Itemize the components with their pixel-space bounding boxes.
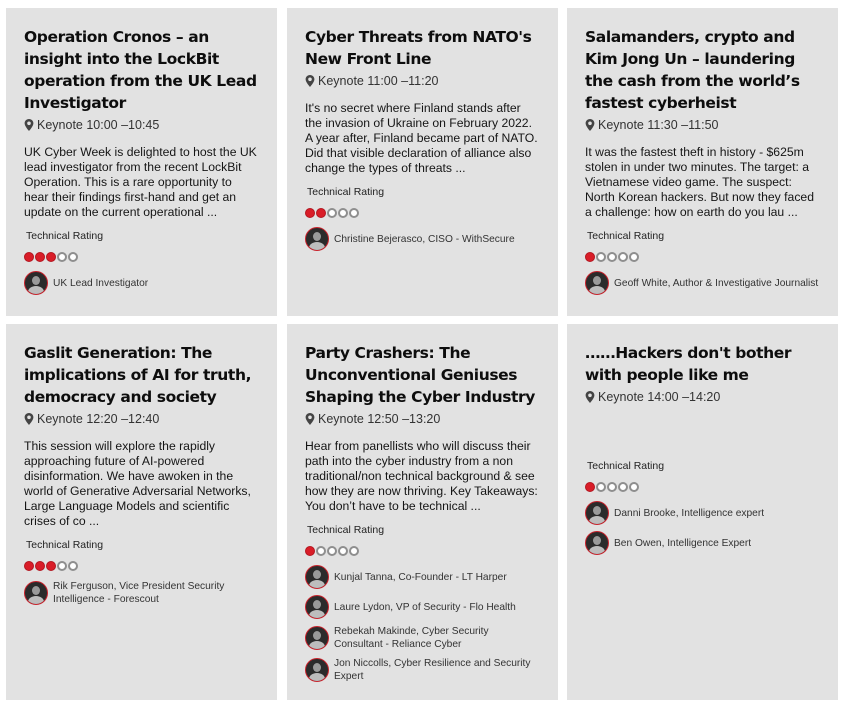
technical-rating-label: Technical Rating	[307, 524, 385, 536]
speaker-name: Ben Owen, Intelligence Expert	[614, 537, 752, 549]
rating-dot-empty	[316, 546, 326, 556]
session-title[interactable]: ……Hackers don't bother with people like me	[585, 344, 792, 384]
session-description: UK Cyber Week is delighted to host the UK lead investigator from the recent LockBit Operation. This is a rare opportunity to hear their findings first-hand and get an update on the current operational ...	[24, 145, 257, 219]
technical-rating-label: Technical Rating	[26, 230, 104, 242]
rating-dot-filled	[305, 546, 315, 556]
session-card[interactable]	[567, 8, 838, 316]
technical-rating-label: Technical Rating	[587, 230, 665, 242]
rating-dot-empty	[618, 252, 628, 262]
session-time	[305, 74, 540, 88]
rating-dot-empty	[57, 252, 67, 262]
session-time	[305, 412, 540, 426]
speaker[interactable]	[585, 531, 820, 555]
avatar	[24, 271, 48, 295]
speaker-name: Kunjal Tanna, Co-Founder - LT Harper	[334, 571, 507, 583]
rating-dot-empty	[607, 482, 617, 492]
rating-dot-empty	[68, 252, 78, 262]
rating-dot-empty	[327, 208, 337, 218]
technical-rating	[305, 546, 540, 556]
rating-dot-filled	[316, 208, 326, 218]
rating-dot-filled	[305, 208, 315, 218]
rating-dot-empty	[327, 546, 337, 556]
session-description: It was the fastest theft in history - $625m stolen in under two minutes. The target: a Vietnamese video game. The suspect: North Korean hackers. But now they faced a challenge: how on earth do you lau ...	[585, 145, 814, 219]
rating-dot-empty	[629, 252, 639, 262]
speaker-name: Geoff White, Author & Investigative Journalist	[614, 277, 819, 289]
rating-dot-empty	[349, 546, 359, 556]
rating-dot-filled	[35, 561, 45, 571]
session-card[interactable]	[567, 324, 838, 700]
avatar	[585, 531, 609, 555]
avatar	[305, 658, 329, 682]
session-time-text: Keynote 12:50 –13:20	[318, 412, 441, 426]
rating-dot-empty	[338, 546, 348, 556]
map-pin-icon	[585, 391, 595, 403]
session-description: This session will explore the rapidly approaching future of AI-powered disinformation. We have awoken in the world of Generative Adversarial Networks, Large Language Models and scientific crises of co ...	[24, 439, 251, 528]
technical-rating-label: Technical Rating	[307, 186, 385, 198]
avatar	[24, 581, 48, 605]
session-title[interactable]: Operation Cronos – an insight into the LockBit operation from the UK Lead Investigator	[24, 28, 257, 112]
rating-dot-empty	[618, 482, 628, 492]
speaker-name: Danni Brooke, Intelligence expert	[614, 507, 765, 519]
session-time-text: Keynote 11:00 –11:20	[318, 74, 439, 88]
rating-dot-empty	[596, 252, 606, 262]
session-description: It's no secret where Finland stands after the invasion of Ukraine on February 2022. A year after, Finland became part of NATO. Did that visible declaration of alliance also change the types of threats ...	[305, 101, 538, 175]
session-title[interactable]: Cyber Threats from NATO's New Front Line	[305, 28, 532, 68]
rating-dot-empty	[57, 561, 67, 571]
session-time	[585, 390, 820, 404]
rating-dot-empty	[338, 208, 348, 218]
map-pin-icon	[305, 75, 315, 87]
speaker[interactable]	[24, 580, 259, 606]
rating-dot-filled	[24, 561, 34, 571]
session-time	[24, 412, 259, 426]
technical-rating	[585, 482, 820, 492]
map-pin-icon	[24, 119, 34, 131]
rating-dot-filled	[585, 252, 595, 262]
technical-rating	[24, 252, 259, 262]
speaker[interactable]	[305, 227, 540, 251]
speaker-name: Jon Niccolls, Cyber Resilience and Security Expert	[334, 658, 531, 682]
technical-rating-label: Technical Rating	[587, 460, 665, 472]
session-description: Hear from panellists who will discuss their path into the cyber industry from a non traditional/non technical background & see how they are now thriving. Key Takeaways: You don’t have to be technical ...	[305, 439, 538, 513]
speaker-name: Laure Lydon, VP of Security - Flo Health	[334, 601, 516, 613]
session-card[interactable]	[6, 324, 277, 700]
avatar	[305, 626, 329, 650]
session-time-text: Keynote 10:00 –10:45	[37, 118, 160, 132]
speaker[interactable]	[585, 501, 820, 525]
rating-dot-empty	[349, 208, 359, 218]
avatar	[305, 227, 329, 251]
session-title[interactable]: Gaslit Generation: The implications of AI for truth, democracy and society	[24, 344, 252, 406]
technical-rating	[585, 252, 820, 262]
speaker[interactable]	[305, 595, 540, 619]
session-card[interactable]	[287, 324, 558, 700]
speaker[interactable]	[305, 625, 540, 651]
speaker[interactable]	[305, 657, 540, 683]
session-time	[585, 118, 820, 132]
speaker-name: UK Lead Investigator	[53, 277, 149, 289]
technical-rating	[305, 208, 540, 218]
speaker[interactable]	[305, 565, 540, 589]
avatar	[585, 501, 609, 525]
rating-dot-filled	[35, 252, 45, 262]
speaker[interactable]	[24, 271, 259, 295]
rating-dot-filled	[24, 252, 34, 262]
rating-dot-filled	[46, 252, 56, 262]
map-pin-icon	[585, 119, 595, 131]
session-time-text: Keynote 14:00 –14:20	[598, 390, 721, 404]
rating-dot-filled	[585, 482, 595, 492]
rating-dot-empty	[596, 482, 606, 492]
map-pin-icon	[305, 413, 315, 425]
session-card[interactable]	[287, 8, 558, 316]
technical-rating	[24, 561, 259, 571]
speaker-name: Rik Ferguson, Vice President Security Intelligence - Forescout	[53, 581, 225, 605]
session-time	[24, 118, 259, 132]
session-description	[585, 417, 820, 450]
map-pin-icon	[24, 413, 34, 425]
speaker-name: Christine Bejerasco, CISO - WithSecure	[334, 233, 515, 245]
rating-dot-empty	[629, 482, 639, 492]
session-title[interactable]: Party Crashers: The Unconventional Geniuses Shaping the Cyber Industry	[305, 344, 535, 406]
speaker-name: Rebekah Makinde, Cyber Security Consultant - Reliance Cyber	[334, 626, 489, 650]
session-time-text: Keynote 12:20 –12:40	[37, 412, 160, 426]
rating-dot-empty	[68, 561, 78, 571]
technical-rating-label: Technical Rating	[26, 539, 104, 551]
avatar	[585, 271, 609, 295]
rating-dot-filled	[46, 561, 56, 571]
avatar	[305, 595, 329, 619]
speaker[interactable]	[585, 271, 820, 295]
session-title[interactable]: Salamanders, crypto and Kim Jong Un – laundering the cash from the world’s fastest cyberheist	[585, 28, 800, 112]
session-card[interactable]	[6, 8, 277, 316]
avatar	[305, 565, 329, 589]
rating-dot-empty	[607, 252, 617, 262]
session-time-text: Keynote 11:30 –11:50	[598, 118, 719, 132]
